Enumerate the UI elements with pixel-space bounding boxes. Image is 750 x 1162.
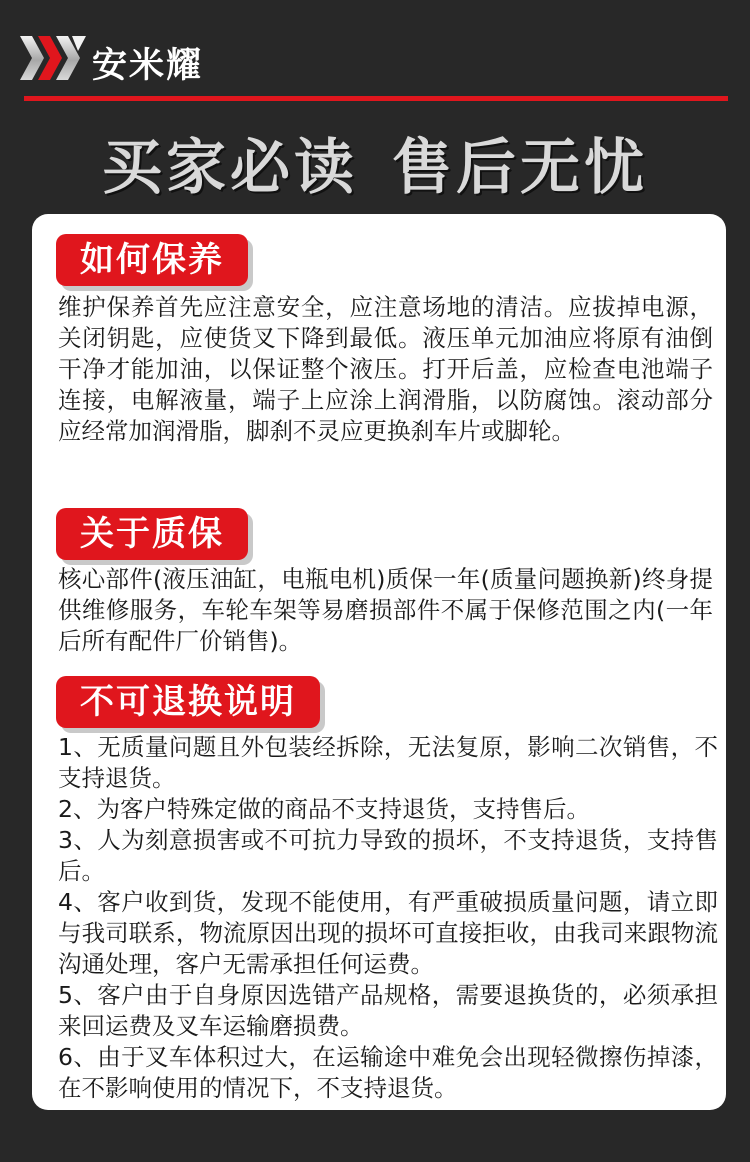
section-title-warranty: 关于质保 <box>56 508 248 560</box>
ak-letters-logo-icon <box>20 34 88 82</box>
header-divider <box>24 96 728 101</box>
list-item: 5、客户由于自身原因选错产品规格，需要退换货的，必须承担来回运费及叉车运输磨损费。 <box>58 981 718 1040</box>
list-item: 3、人为刻意损害或不可抗力导致的损坏，不支持退货，支持售后。 <box>58 826 718 885</box>
section-text-warranty: 核心部件(液压油缸，电瓶电机)质保一年(质量问题换新)终身提供维修服务，车轮车架等易磨损部件不属于保修范围之内(一年后所有配件厂价销售)。 <box>58 565 713 655</box>
section-title-no-return: 不可退换说明 <box>56 676 320 728</box>
no-return-list <box>58 732 718 1104</box>
list-item: 4、客户收到货，发现不能使用，有严重破损质量问题，请立即与我司联系，物流原因出现的损坏可直接拒收，由我司来跟物流沟通处理，客户无需承担任何运费。 <box>58 888 718 978</box>
headline-part-2: 售后无忧 <box>392 133 648 203</box>
page-headline <box>0 130 750 206</box>
brand-name: 安米耀 <box>92 46 204 86</box>
list-item: 6、由于叉车体积过大，在运输途中难免会出现轻微擦伤掉漆，在不影响使用的情况下，不支持退货。 <box>58 1043 718 1102</box>
list-item: 2、为客户特殊定做的商品不支持退货，支持售后。 <box>58 795 590 823</box>
header <box>0 0 750 110</box>
info-card <box>32 214 726 1110</box>
section-title-maintenance: 如何保养 <box>56 234 248 286</box>
section-text-maintenance: 维护保养首先应注意安全，应注意场地的清洁。应拔掉电源，关闭钥匙，应使货叉下降到最低。液压单元加油应将原有油倒干净才能加油，以保证整个液压。打开后盖，应检查电池端子连接，电解液量，端子上应涂上润滑脂，以防腐蚀。滚动部分应经常加润滑脂，脚刹不灵应更换刹车片或脚轮。 <box>58 293 713 445</box>
list-item: 1、无质量问题且外包装经拆除，无法复原，影响二次销售，不支持退货。 <box>58 733 718 792</box>
headline-part-1: 买家必读 <box>102 133 358 203</box>
